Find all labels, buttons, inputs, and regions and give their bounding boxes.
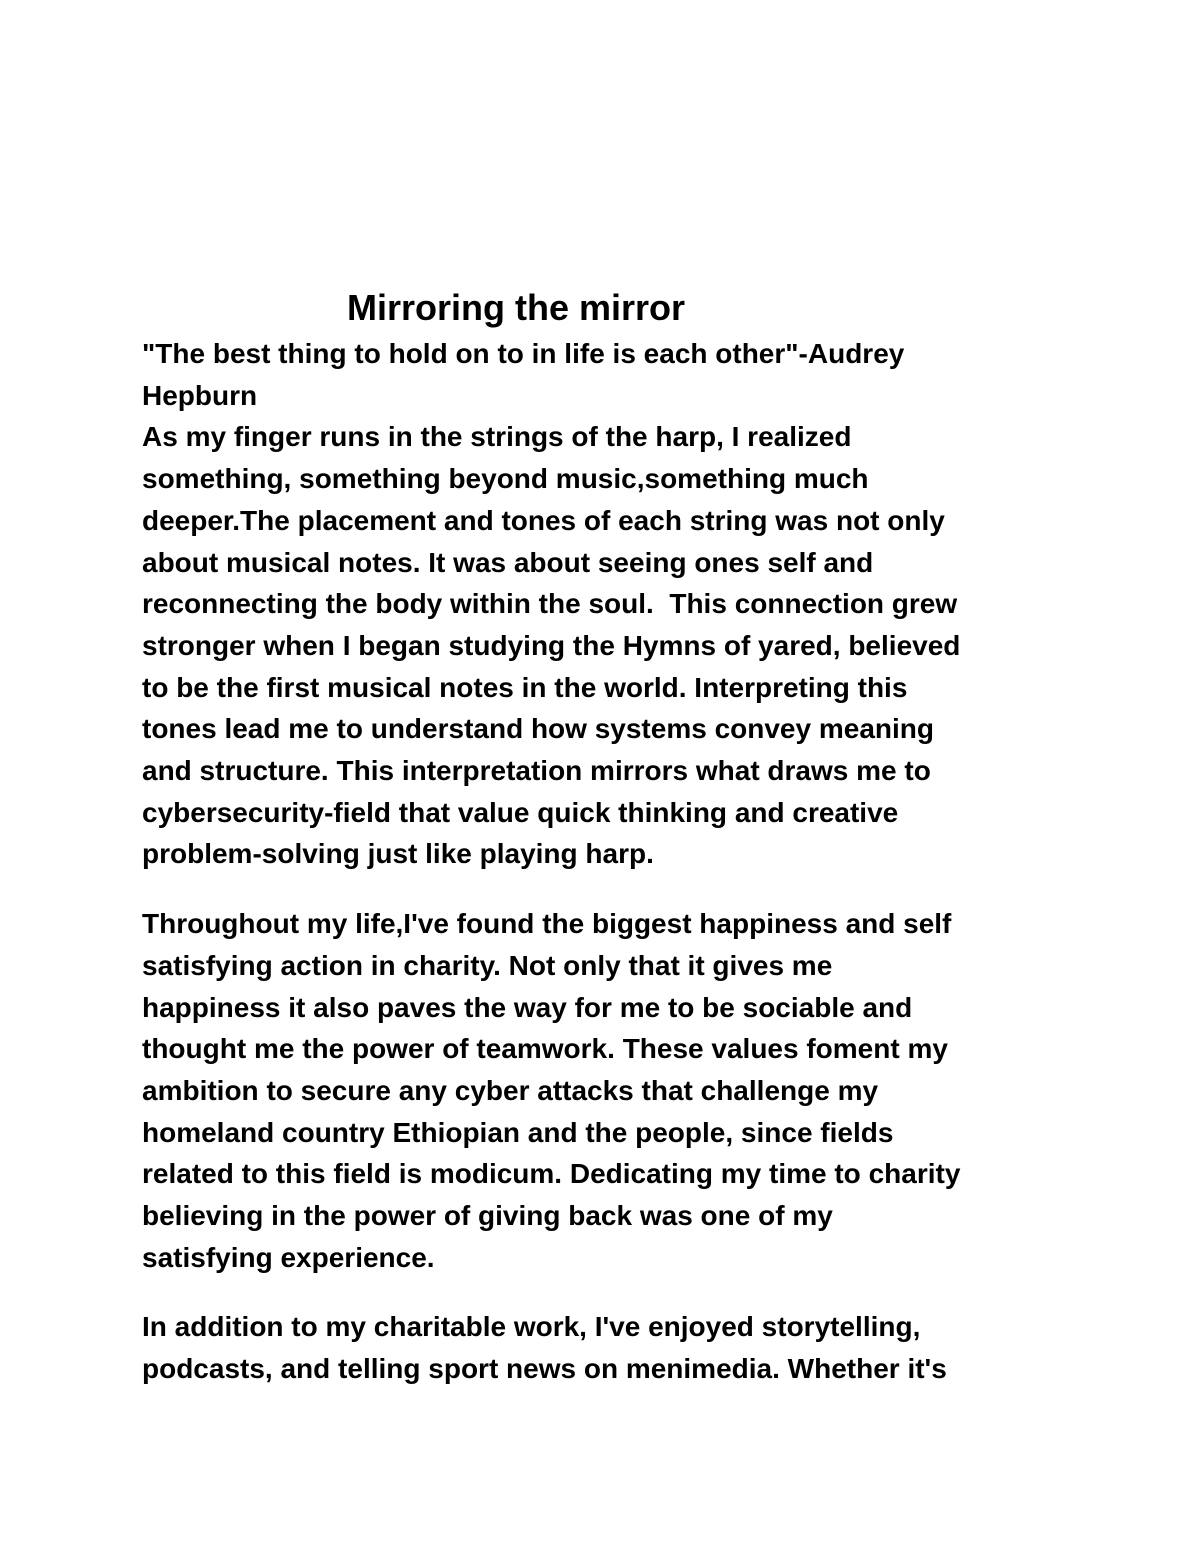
paragraph-line: ambition to secure any cyber attacks that challenge my	[142, 1074, 879, 1106]
paragraph-line: cybersecurity-field that value quick thinking and creative	[142, 796, 899, 828]
paragraph-harp	[142, 416, 1072, 875]
paragraph-line: to be the first musical notes in the world. Interpreting this	[142, 671, 908, 703]
paragraph-line: stronger when I began studying the Hymns of yared, believed	[142, 629, 961, 661]
paragraph-line: podcasts, and telling sport news on menimedia. Whether it's	[142, 1353, 947, 1385]
paragraph-line: thought me the power of teamwork. These values foment my	[142, 1033, 948, 1065]
paragraph-line: tones lead me to understand how systems convey meaning	[142, 713, 934, 745]
paragraph-line: reconnecting the body within the soul. This connection grew	[142, 588, 958, 620]
document-title: Mirroring the mirror	[347, 287, 686, 328]
quote-line: Hepburn	[142, 379, 258, 411]
paragraph-line: happiness it also paves the way for me to be sociable and	[142, 991, 913, 1023]
paragraph-line: and structure. This interpretation mirrors what draws me to	[142, 755, 931, 787]
paragraph-line: As my finger runs in the strings of the harp, I realized	[142, 421, 852, 453]
paragraph-line: deeper.The placement and tones of each string was not only	[142, 504, 945, 536]
paragraph-line: related to this field is modicum. Dedicating my time to charity	[142, 1158, 961, 1190]
paragraph-charity	[142, 903, 1072, 1278]
paragraph-line: believing in the power of giving back was one of my	[142, 1200, 833, 1232]
paragraph-line: Throughout my life,I've found the biggest happiness and self	[142, 908, 952, 940]
quote-line: "The best thing to hold on to in life is each other"-Audrey	[142, 338, 905, 369]
paragraph-line: In addition to my charitable work, I've enjoyed storytelling,	[142, 1311, 921, 1343]
paragraph-line: satisfying experience.	[142, 1241, 435, 1273]
paragraph-line: homeland country Ethiopian and the people, since fields	[142, 1116, 894, 1148]
paragraph-line: satisfying action in charity. Not only that it gives me	[142, 949, 833, 981]
paragraph-line: something, something beyond music,something much	[142, 463, 869, 495]
document-content	[142, 283, 1072, 1390]
paragraph-storytelling	[142, 1306, 1072, 1389]
epigraph-quote	[142, 333, 1072, 416]
paragraph-line: problem-solving just like playing harp.	[142, 838, 654, 870]
paragraph-line: about musical notes. It was about seeing ones self and	[142, 546, 874, 578]
